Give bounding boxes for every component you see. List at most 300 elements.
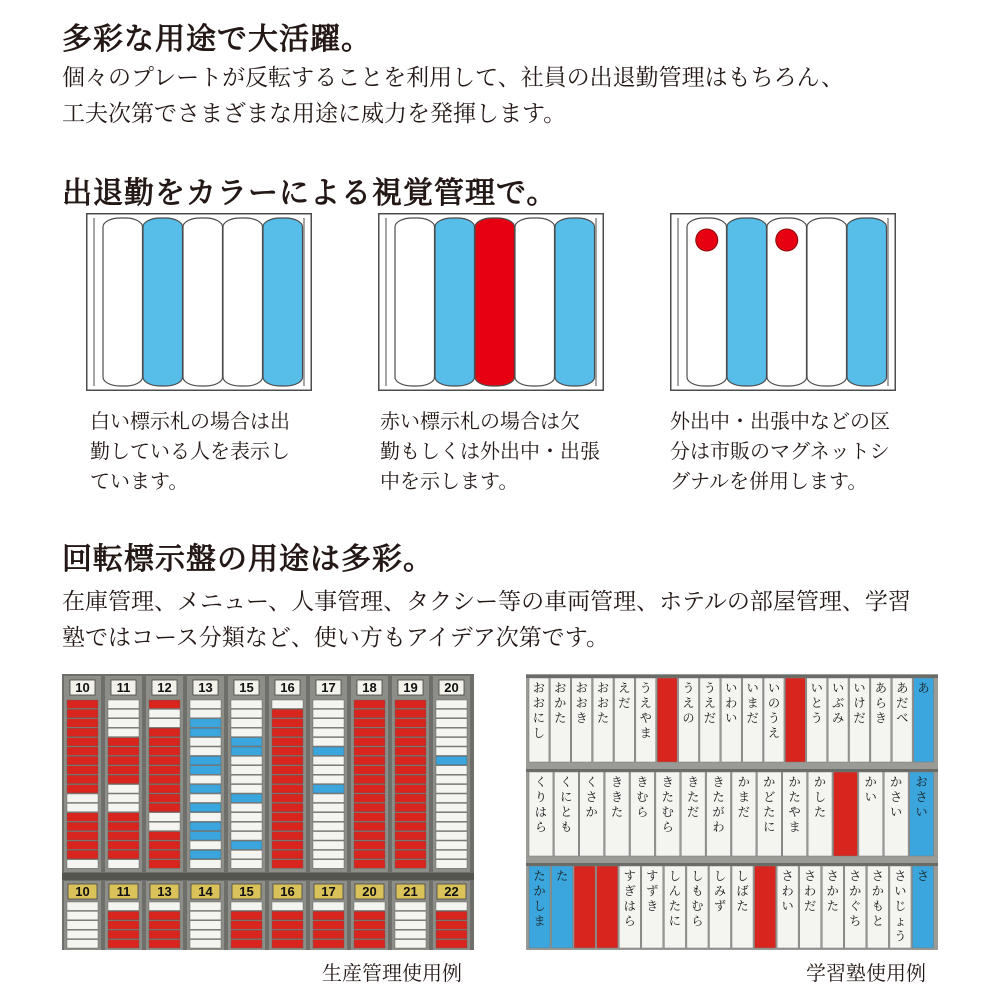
plate [436, 850, 467, 858]
plate-name-char: ど [763, 790, 776, 804]
caption-line: 勤している人を表示し [90, 439, 290, 463]
caption-line: 赤い標示札の場合は欠 [380, 409, 580, 433]
section3-body-line-1: 在庫管理、メニュー、人事管理、タクシー等の車両管理、ホテルの部屋管理、学習 [62, 589, 911, 615]
board-column [105, 881, 142, 950]
plate [231, 803, 262, 811]
plate-name-char: い [894, 884, 907, 898]
column-number: 13 [157, 884, 172, 899]
plate-name-char: き [646, 899, 659, 913]
plate [313, 841, 344, 849]
plate [272, 860, 303, 868]
plate-name-char: し [532, 726, 545, 740]
plate [313, 756, 344, 764]
plate [190, 700, 221, 708]
plate-name-char: む [636, 790, 649, 804]
plate-name-char: は [534, 805, 547, 819]
plate [190, 775, 221, 783]
plate-name-char: お [597, 696, 610, 710]
plate [272, 902, 303, 910]
plate [395, 813, 426, 821]
plate-name-char: だ [896, 696, 909, 710]
plate [149, 794, 180, 802]
plate [67, 775, 98, 783]
plate-name-char: た [763, 805, 776, 819]
plate-name-char: い [832, 681, 845, 695]
plate [231, 832, 262, 840]
plate [395, 850, 426, 858]
board-column [187, 881, 224, 950]
plate-name-char: ん [668, 884, 681, 898]
section1-body-line-1: 個々のプレートが反転することを利用して、社員の出退勤管理はもちろん、 [62, 65, 844, 91]
plate [190, 709, 221, 717]
plate-name-char: う [810, 711, 823, 725]
section2-title: 出退勤をカラーによる視覚管理で。 [62, 176, 558, 211]
plate-white [395, 218, 435, 386]
plate [313, 832, 344, 840]
plate [149, 921, 180, 929]
column-number: 20 [444, 680, 459, 695]
plate [190, 719, 221, 727]
plate-name-char: お [554, 681, 567, 695]
plate [272, 785, 303, 793]
plate-name-char: く [560, 775, 573, 789]
plate-name-char: さ [585, 790, 598, 804]
plate-name-char: す [623, 869, 636, 883]
plate [149, 785, 180, 793]
column-number: 17 [321, 884, 336, 899]
board-column [228, 881, 265, 950]
plate [149, 766, 180, 774]
plate-red [475, 218, 515, 386]
plate [108, 766, 139, 774]
plate-name-char: さ [826, 869, 839, 883]
plate [272, 794, 303, 802]
board-column [146, 881, 183, 950]
plate-name-char: お [532, 696, 545, 710]
caption-line: グナルを併用します。 [670, 469, 868, 493]
plate-name-char: た [668, 899, 681, 913]
plate [436, 700, 467, 708]
plate [313, 850, 344, 858]
plate [395, 822, 426, 830]
plate-name-char: す [646, 869, 659, 883]
plate [190, 850, 221, 858]
plate [313, 921, 344, 929]
plate [108, 813, 139, 821]
column-number: 16 [280, 884, 295, 899]
name-plate [785, 678, 805, 762]
plate [108, 803, 139, 811]
plate-name-char: く [585, 775, 598, 789]
plate [436, 813, 467, 821]
plate-blue [435, 218, 475, 386]
plate [354, 850, 385, 858]
plate [354, 902, 385, 910]
plate [313, 709, 344, 717]
plate-name-char: む [661, 805, 674, 819]
plate [231, 902, 262, 910]
plate [149, 841, 180, 849]
plate [436, 775, 467, 783]
plate [67, 738, 98, 746]
plate [231, 822, 262, 830]
plate [231, 766, 262, 774]
plate [108, 911, 139, 919]
plate-name-char: い [746, 681, 759, 695]
plate [149, 728, 180, 736]
plate-name-char: い [767, 681, 780, 695]
board-column [310, 676, 347, 872]
plate-name-char: か [864, 775, 877, 789]
board-column [146, 676, 183, 872]
plate [436, 719, 467, 727]
plate [67, 911, 98, 919]
caption-red-plate [380, 406, 600, 496]
plate-name-char: う [639, 681, 652, 695]
plate-name-char: か [890, 775, 903, 789]
plate [354, 822, 385, 830]
plate-name-char: え [618, 681, 631, 695]
plate-name-char: に [560, 790, 573, 804]
caption-line: 分は市販のマグネットシ [670, 439, 890, 463]
plate [108, 902, 139, 910]
plate-name-char: き [661, 775, 674, 789]
plate-name-char: ぐ [849, 899, 862, 913]
plate [436, 921, 467, 929]
plate [149, 700, 180, 708]
section1-body-line-2: 工夫次第でさまざまな用途に威力を発揮します。 [62, 101, 567, 127]
caption-line: 白い標示札の場合は出 [90, 409, 290, 433]
plate [231, 930, 262, 938]
plate [231, 738, 262, 746]
caption-line: 中を示します。 [380, 469, 519, 493]
plate-name-char: え [767, 726, 780, 740]
plate-blue [143, 218, 183, 386]
plate-name-char: い [864, 790, 877, 804]
plate [395, 794, 426, 802]
plate [395, 860, 426, 868]
plate [436, 794, 467, 802]
plate [395, 902, 426, 910]
shelf-rail [526, 675, 938, 678]
plate [395, 921, 426, 929]
board-column [269, 676, 306, 872]
section3-body-line-2: 塾ではコース分類など、使い方もアイデア次第です。 [62, 625, 609, 651]
plate-name-char: け [853, 696, 866, 710]
section1-title: 多彩な用途で大活躍。 [62, 22, 372, 57]
plate [436, 709, 467, 717]
plate [354, 813, 385, 821]
caption-line: ています。 [90, 469, 189, 493]
plate [190, 921, 221, 929]
plate [395, 756, 426, 764]
plate [108, 756, 139, 764]
column-number: 16 [280, 680, 295, 695]
board-column [433, 676, 470, 872]
plate [313, 728, 344, 736]
column-number: 20 [362, 884, 377, 899]
plate [354, 709, 385, 717]
column-number: 12 [157, 680, 172, 695]
plate [272, 850, 303, 858]
plate [149, 756, 180, 764]
plate-name-char: ら [534, 820, 547, 834]
plate-name-char: き [611, 790, 624, 804]
plate [436, 911, 467, 919]
plate-name-char: か [533, 884, 546, 898]
plate-name-char: い [853, 681, 866, 695]
plate [149, 911, 180, 919]
plate [108, 794, 139, 802]
plate [436, 766, 467, 774]
plate-name-char: み [832, 711, 845, 725]
plate [354, 700, 385, 708]
plate [231, 813, 262, 821]
plate [436, 738, 467, 746]
shelf-rail [526, 769, 938, 772]
plate [272, 700, 303, 708]
plate [395, 841, 426, 849]
plate [436, 832, 467, 840]
plate-name-char: や [788, 805, 801, 819]
plate-name-char: だ [618, 696, 631, 710]
plate [67, 921, 98, 929]
plate [272, 738, 303, 746]
plate [272, 709, 303, 717]
plate [149, 775, 180, 783]
plate-name-char: ず [713, 899, 726, 913]
plate [395, 709, 426, 717]
plate [108, 728, 139, 736]
plate-board-3 [670, 213, 896, 391]
plate-name-char: た [788, 790, 801, 804]
plate [67, 841, 98, 849]
column-number: 10 [75, 680, 90, 695]
plate [354, 747, 385, 755]
plate [436, 860, 467, 868]
plate [149, 709, 180, 717]
plate-name-char: ま [746, 696, 759, 710]
plate-name-char: お [575, 696, 588, 710]
plate [436, 930, 467, 938]
plate [231, 794, 262, 802]
board-column [433, 881, 470, 950]
plate-name-char: た [826, 899, 839, 913]
plate-name-char: わ [804, 884, 817, 898]
plate [190, 766, 221, 774]
plate-name-char: が [712, 805, 725, 819]
plate [272, 775, 303, 783]
plate [436, 747, 467, 755]
plate-name-char: だ [687, 805, 700, 819]
plate-name-char: さ [894, 869, 907, 883]
plate [149, 719, 180, 727]
plate-name-char: は [623, 899, 636, 913]
plate-name-char: い [725, 681, 738, 695]
plate [436, 785, 467, 793]
plate-name-char: お [575, 681, 588, 695]
plate-name-char: さ [890, 790, 903, 804]
board-column [64, 676, 101, 872]
name-plate [834, 772, 858, 856]
plate [436, 822, 467, 830]
plate-name-char: き [575, 711, 588, 725]
plate [108, 860, 139, 868]
plate-name-char: き [611, 775, 624, 789]
plate [436, 841, 467, 849]
plate [354, 803, 385, 811]
plate [67, 700, 98, 708]
plate-white [515, 218, 555, 386]
plate-name-char: ら [661, 820, 674, 834]
plate [395, 930, 426, 938]
plate-name-char: き [636, 775, 649, 789]
plate [67, 850, 98, 858]
plate-blue [847, 218, 887, 386]
plate-name-char: じ [894, 899, 907, 913]
plate [395, 700, 426, 708]
plate [190, 841, 221, 849]
plate [190, 902, 221, 910]
plate [108, 700, 139, 708]
plate [108, 832, 139, 840]
plate [231, 785, 262, 793]
plate-name-char: ま [533, 914, 546, 928]
plate [67, 747, 98, 755]
column-number: 22 [444, 884, 459, 899]
plate [395, 832, 426, 840]
plate-name-char: さ [781, 869, 794, 883]
plate [354, 728, 385, 736]
plate-name-char: み [713, 884, 726, 898]
board-column [105, 676, 142, 872]
plate [354, 911, 385, 919]
plate [108, 822, 139, 830]
plate-name-char: に [668, 914, 681, 928]
production-board-photo [62, 674, 474, 950]
plate [67, 728, 98, 736]
attendance-diagram-white [86, 213, 312, 391]
plate [149, 902, 180, 910]
plate [313, 794, 344, 802]
plate-board-1 [86, 213, 312, 391]
plate-name-char: き [874, 711, 887, 725]
plate-name-char: か [737, 775, 750, 789]
plate-name-char: い [725, 711, 738, 725]
plate-name-char: か [826, 884, 839, 898]
plate [67, 930, 98, 938]
plate [354, 921, 385, 929]
plate-name-char: さ [915, 790, 928, 804]
plate [149, 822, 180, 830]
plate-name-char: た [554, 711, 567, 725]
shelf-rail [62, 873, 474, 880]
cram-school-board-photo [526, 674, 938, 950]
plate-name-char: し [814, 790, 827, 804]
plate [231, 756, 262, 764]
plate-name-char: た [687, 790, 700, 804]
plate [272, 728, 303, 736]
plate [108, 930, 139, 938]
plate [272, 841, 303, 849]
plate [272, 756, 303, 764]
magnet-signal [696, 229, 718, 251]
plate-name-char: さ [804, 869, 817, 883]
plate-name-char: に [763, 820, 776, 834]
plate [67, 940, 98, 948]
plate-name-char: わ [725, 696, 738, 710]
plate-name-char: た [533, 869, 546, 883]
plate [231, 940, 262, 948]
column-number: 10 [75, 884, 90, 899]
plate-board-2 [378, 213, 604, 391]
plate [313, 803, 344, 811]
plate [149, 930, 180, 938]
plate-name-char: だ [703, 711, 716, 725]
plate [313, 902, 344, 910]
plate [436, 940, 467, 948]
plate [313, 775, 344, 783]
plate [272, 832, 303, 840]
plate-name-char: う [682, 681, 695, 695]
plate [67, 902, 98, 910]
plate [190, 911, 221, 919]
plate-name-char: さ [871, 869, 884, 883]
plate-name-char: ょ [894, 914, 907, 928]
plate [190, 785, 221, 793]
cram-school-photo-caption: 学習塾使用例 [806, 961, 926, 985]
plate-name-char: し [736, 869, 749, 883]
shelf-rail [526, 863, 938, 866]
plate-name-char: う [703, 681, 716, 695]
plate-name-char: わ [712, 820, 725, 834]
plate [67, 785, 98, 793]
plate [108, 921, 139, 929]
plate-name-char: え [682, 696, 695, 710]
plate-name-char: ず [646, 884, 659, 898]
plate-name-char: あ [896, 681, 909, 695]
plate-blue [263, 218, 303, 386]
plate-name-char: え [703, 696, 716, 710]
plate [231, 728, 262, 736]
name-plate [755, 866, 776, 948]
plate-name-char: だ [853, 711, 866, 725]
plate-name-char: お [915, 775, 928, 789]
plate [190, 832, 221, 840]
plate [313, 719, 344, 727]
plate [395, 785, 426, 793]
plate-name-char: た [661, 790, 674, 804]
plate-name-char: か [814, 775, 827, 789]
plate-name-char: た [597, 711, 610, 725]
plate [67, 709, 98, 717]
plate-name-char: ら [636, 805, 649, 819]
plate [354, 860, 385, 868]
plate [436, 756, 467, 764]
plate-name-char: く [534, 775, 547, 789]
plate-blue [727, 218, 767, 386]
plate [272, 911, 303, 919]
plate-name-char: し [691, 869, 704, 883]
plate-name-char: ぎ [623, 884, 636, 898]
plate-name-char: ば [736, 884, 749, 898]
plate-name-char: さ [916, 869, 929, 883]
board-column [351, 676, 388, 872]
plate-name-char: き [712, 775, 725, 789]
plate-name-char: も [691, 884, 704, 898]
plate-name-char: し [713, 869, 726, 883]
plate [272, 719, 303, 727]
